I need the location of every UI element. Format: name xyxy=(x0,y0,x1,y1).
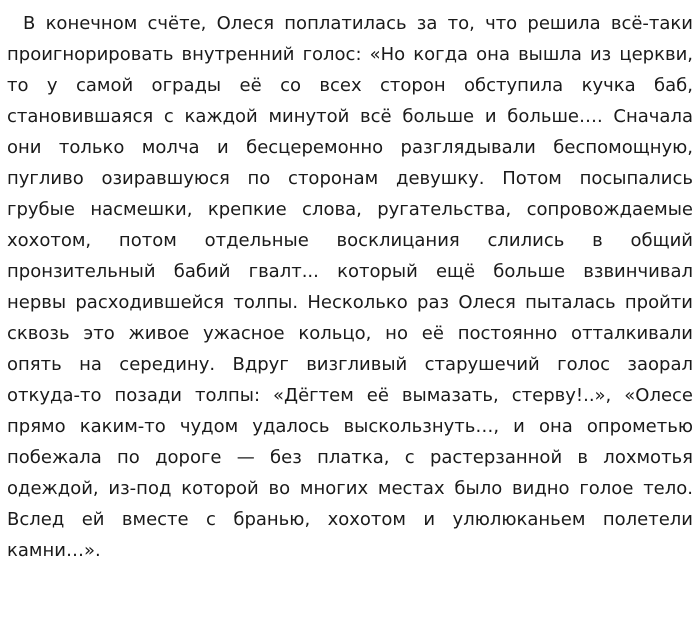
text-line: пронзительный бабий гвалт... который ещё больше взвинчивал xyxy=(7,261,693,282)
paragraph xyxy=(7,8,693,566)
text-line: то у самой ограды её со всех сторон обступила кучка баб, xyxy=(7,75,693,96)
text-line: нервы расходившейся толпы. Несколько раз Олеся пыталась пройти xyxy=(7,292,693,313)
text-line: Вслед ей вместе с бранью, хохотом и улюлюканьем полетели xyxy=(7,509,693,530)
text-line: опять на середину. Вдруг визгливый старушечий голос заорал xyxy=(7,354,693,375)
text-line: грубые насмешки, крепкие слова, ругательства, сопровождаемые xyxy=(7,199,693,220)
text-line: В конечном счёте, Олеся поплатилась за то, что решила всё-таки xyxy=(23,13,693,34)
text-line: становившаяся с каждой минутой всё больше и больше…. Сначала xyxy=(7,106,693,127)
text-line: они только молча и бесцеремонно разглядывали беспомощную, xyxy=(7,137,693,158)
text-line: прямо каким-то чудом удалось выскользнуть…, и она опрометью xyxy=(7,416,693,437)
text-line: одеждой, из-под которой во многих местах было видно голое тело. xyxy=(7,478,693,499)
text-line: побежала по дороге — без платка, с растерзанной в лохмотья xyxy=(7,447,693,468)
text-line: проигнорировать внутренний голос: «Но когда она вышла из церкви, xyxy=(7,44,693,65)
text-line: хохотом, потом отдельные восклицания слились в общий xyxy=(7,230,693,251)
text-line: пугливо озиравшуюся по сторонам девушку. Потом посыпались xyxy=(7,168,693,189)
text-line: сквозь это живое ужасное кольцо, но её постоянно отталкивали xyxy=(7,323,693,344)
text-line: откуда-то позади толпы: «Дёгтем её вымазать, стерву!..», «Олесе xyxy=(7,385,693,406)
text-line: камни…». xyxy=(7,540,101,561)
